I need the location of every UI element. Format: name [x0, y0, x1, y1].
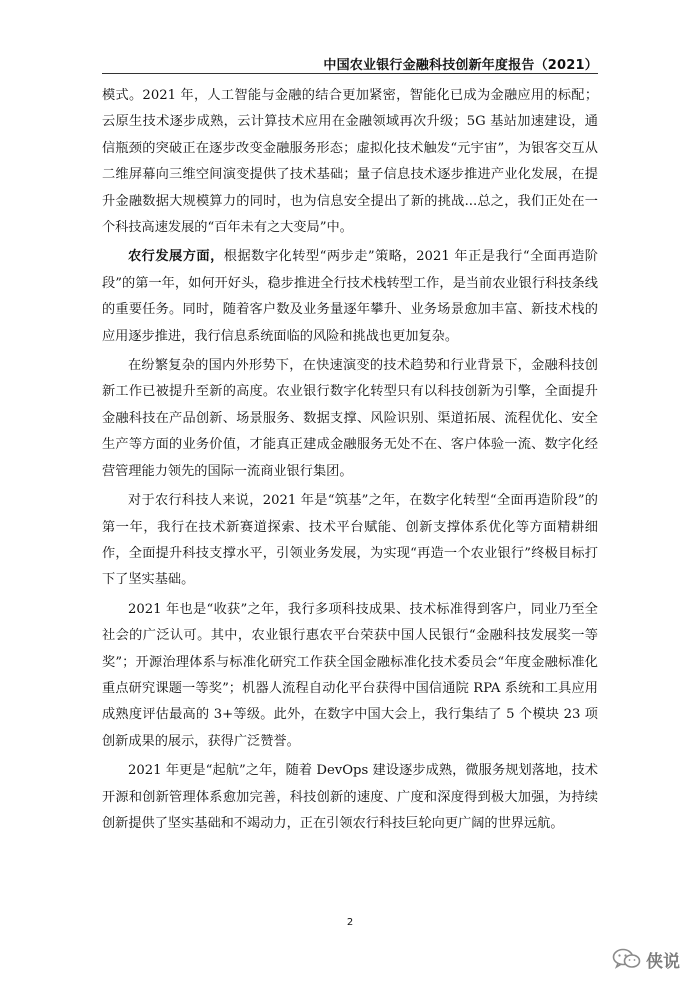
paragraph-2-text: 根据数字化转型“两步走”策略，2021 年正是我行“全面再造阶段”的第一年，如何开好头，稳步推进全行技术栈转型工作，是当前农业银行科技条线的重要任务。同时，随着客户数及业务量逐年攀升、业务场景愈加丰富、新技术栈的应用逐步推进，我行信息系统面临的风险和挑战也更加复杂。 [102, 249, 598, 344]
header-rule [102, 73, 598, 74]
paragraph-4: 对于农行科技人来说，2021 年是“筑基”之年，在数字化转型“全面再造阶段”的第一年，我行在技术新赛道探索、技术平台赋能、创新支撑体系优化等方面精耕细作，全面提升科技支撑水平，引领业务发展，为实现“再造一个农业银行”终极目标打下了坚实基础。 [102, 493, 598, 588]
paragraph-6: 2021 年更是“起航”之年，随着 DevOps 建设逐步成熟，微服务规划落地，技术开源和创新管理体系愈加完善，科技创新的速度、广度和深度得到极大加强，为持续创新提供了坚实基础和不竭动力，正在引领农行科技巨轮向更广阔的世界远航。 [102, 763, 598, 831]
wechat-icon [612, 947, 642, 971]
paragraph-3: 在纷繁复杂的国内外形势下，在快速演变的技术趋势和行业背景下，金融科技创新工作已被提升至新的高度。农业银行数字化转型只有以科技创新为引擎，全面提升金融科技在产品创新、场景服务、数据支撑、风险识别、渠道拓展、流程优化、安全生产等方面的业务价值，才能真正建成金融服务无处不在、客户体验一流、数字化经营管理能力领先的国际一流商业银行集团。 [102, 358, 598, 479]
paragraph-2 [102, 244, 598, 350]
paragraph-5: 2021 年也是“收获”之年，我行多项科技成果、技术标准得到客户，同业乃至全社会的广泛认可。其中，农业银行惠农平台荣获中国人民银行“金融科技发展奖一等奖”；开源治理体系与标准化研究工作获全国金融标准化技术委员会“年度金融标准化重点研究课题一等奖”；机器人流程自动化平台获得中国信通院 RPA 系统和工具应用成熟度评估最高的 3+等级。此外，在数字中国大会上，我行集结了 5 个模块 23 项创新成果的展示，获得广泛赞誉。 [102, 601, 598, 749]
report-header-title: 中国农业银行金融科技创新年度报告（2021） [323, 58, 598, 73]
paragraph-1: 模式。2021 年，人工智能与金融的结合更加紧密，智能化已成为金融应用的标配；云原生技术逐步成熟，云计算技术应用在金融领域再次升级；5G 基站加速建设，通信瓶颈的突破正在逐步改变金融服务形态；虚拟化技术触发“元宇宙”，为银客交互从二维屏幕向三维空间演变提供了技术基础；量子信息技术逐步推进产业化发展，在提升金融数据大规模算力的同时，也为信息安全提出了新的挑战...总之，我们正处在一个科技高速发展的“百年未有之大变局”中。 [102, 88, 598, 236]
watermark-text: 侠说 [646, 951, 680, 972]
report-body [102, 83, 598, 840]
watermark [612, 946, 680, 972]
paragraph-2-lead: 农行发展方面， [128, 249, 224, 265]
page-number: 2 [346, 917, 354, 928]
